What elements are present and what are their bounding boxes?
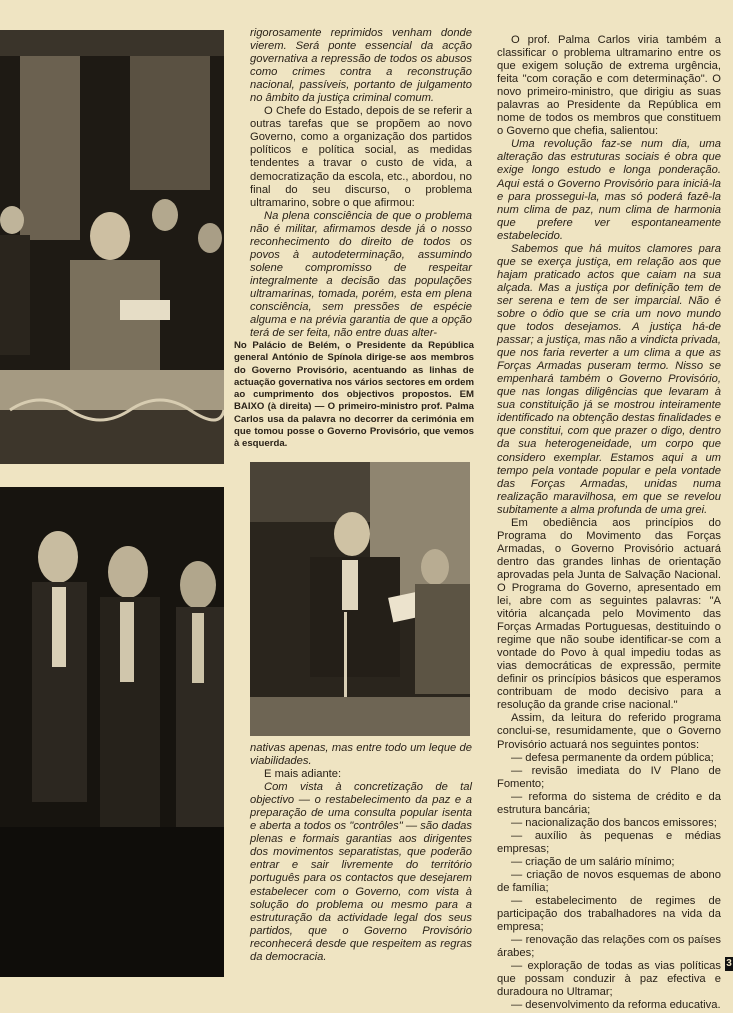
paragraph: Com vista à concretização de tal objectivo — o restabelecimento da paz e a preparação de uma consulta popular isenta e aberta a todos os "contrôles" — são dadas plenas e formais garantias aos dirigentes dos movimentos separatistas, que poderão entrar e sair livremente do território português para os contactos que desejarem estabelecer com o Governo, com vista à solução do problema ou mesmo para a estruturação da actividade legal dos seus partidos, que o Governo Provisório reconhecerá desde que respeitem as regras da democracia.: [250, 781, 472, 963]
list-item: — auxílio às pequenas e médias empresas;: [497, 829, 721, 855]
paragraph: nativas apenas, mas entre todo um leque de viabilidades.: [250, 742, 472, 768]
paragraph: Em obediência aos princípios do Programa do Movimento das Forças Armadas, o Governo Provisório actuará dentro das grandes linhas de orientação aprovadas pela Junta de Salvação Nacional. O Programa do Governo, apresentado em lei, abre com as seguintes palavras: "A vitória alcançada pelo Movimento das Forças Armadas Portuguesas, destituindo o regime que não soube identificar-se com a vontade do Povo à qual impediu todas as vias democráticas de expressão, permite definir os princípios básicos que esperamos contribuam de modo decisivo para a resolução da grande crise nacional.": [497, 516, 721, 712]
paragraph: rigorosamente reprimidos venham donde vierem. Será ponte essencial da acção governativa a repressão de todos os abusos como crimes contra a reconstrução nacional, passíveis, portanto de julgamento no âmbito da justiça criminal comum.: [250, 27, 472, 105]
photo-government-members: [0, 487, 224, 977]
photo-caption: No Palácio de Belém, o Presidente da República general António de Spínola dirige-se aos membros do Governo Provisório, acentuando as linhas de actuação governativa nos vários sectores em ordem ao cumprimento dos objectivos propostos. EM BAIXO (à direita) — O primeiro-ministro prof. Palma Carlos usa da palavra no decorrer da cerimónia em que tomou posse o Governo Provisório, que vemos à esquerda.: [234, 340, 474, 450]
paragraph: Na plena consciência de que o problema não é militar, afirmamos desde já o nosso reconhecimento do direito de todos os povos à autodeterminação, assumindo solene compromisso de respeitar integralmente a decisão das populações ultramarinas, tomada, porém, esta em plena consciência, sem pressões de espécie alguma e na prévia garantia de que a opção terá de ser feita, não entre duas alter-: [250, 209, 472, 340]
list-item: — nacionalização dos bancos emissores;: [511, 816, 717, 829]
middle-column-bottom: [250, 742, 472, 964]
list-item: — revisão imediata do IV Plano de Fomento;: [497, 764, 721, 790]
list-item: — defesa permanente da ordem pública;: [511, 751, 714, 764]
list-item: — renovação das relações com os países árabes;: [497, 934, 721, 960]
paragraph: Sabemos que há muitos clamores para que se exerça justiça, em relação aos que hajam praticado actos que caiam na sua alçada. Mas a justiça por definição tem de ser serena e tem de ser imparcial. Não é sobre o ódio que se cria um novo mundo que todos desejamos. A justiça há-de passar; a justiça, mas não a vindicta privada, que nos faria reverter a um clima a que as Forças Armadas puseram termo. Nisso se empenhará também o Governo Provisório, que nas longas diligências que levaram à sua constituição já se mostrou inteiramente identificado na obtenção destas finalidades e que constitui, com que prazer o digo, dentro da sua heterogeneidade, um corpo que considero exemplar. Estamos aqui a um tempo pela vontade popular e pela vontade das Forças Armadas, unidas numa realização maravilhosa, em que se revelou subitamente a alma profunda de uma grei.: [497, 242, 721, 516]
list-item: — criação de um salário mínimo;: [511, 855, 675, 868]
paragraph: Uma revolução faz-se num dia, uma alteração das estruturas sociais é obra que exige longo estudo e longa ponderação. Aqui está o Governo Provisório para iniciá-la e para prossegui-la, mas só poderá fazê-la num clima de paz, num clima de harmonia que prefere ver espontaneamente estabelecido.: [497, 138, 721, 242]
page-number: 3: [726, 958, 732, 969]
photo-palma-carlos-speech: [250, 462, 470, 736]
list-item: — reforma do sistema de crédito e da estrutura bancária;: [497, 790, 721, 816]
list-item: — criação de novos esquemas de abono de família;: [497, 869, 721, 895]
right-column: [497, 34, 721, 1013]
list-item: — exploração de todas as vias políticas que possam conduzir à paz efectiva e duradoura no Ultramar;: [497, 960, 721, 999]
photo-spinola-speech: [0, 30, 224, 464]
list-item: — estabelecimento de regimes de participação dos trabalhadores na vida da empresa;: [497, 895, 721, 934]
middle-column-top: [250, 27, 472, 340]
list-item: — desenvolvimento da reforma educativa.: [511, 999, 721, 1012]
paragraph: E mais adiante:: [264, 768, 342, 781]
paragraph: O prof. Palma Carlos viria também a classificar o problema ultramarino entre os que exigem solução de extrema urgência, feita "com coração e com determinação". O novo primeiro-ministro, que dirigiu as suas palavras ao Presidente da República em nome de todos os membros que constituem o Governo que chefia, salientou:: [497, 34, 721, 138]
paragraph: O Chefe do Estado, depois de se referir a outras tarefas que se propõem ao novo Governo, como a organização dos partidos políticos e política social, as medidas tendentes a travar o custo de vida, a democratização da escola, etc., abordou, no final do seu discurso, o problema ultramarino, sobre o que afirmou:: [250, 105, 472, 209]
paragraph: Assim, da leitura do referido programa conclui-se, resumidamente, que o Governo Provisório actuará nos seguintes pontos:: [497, 712, 721, 751]
